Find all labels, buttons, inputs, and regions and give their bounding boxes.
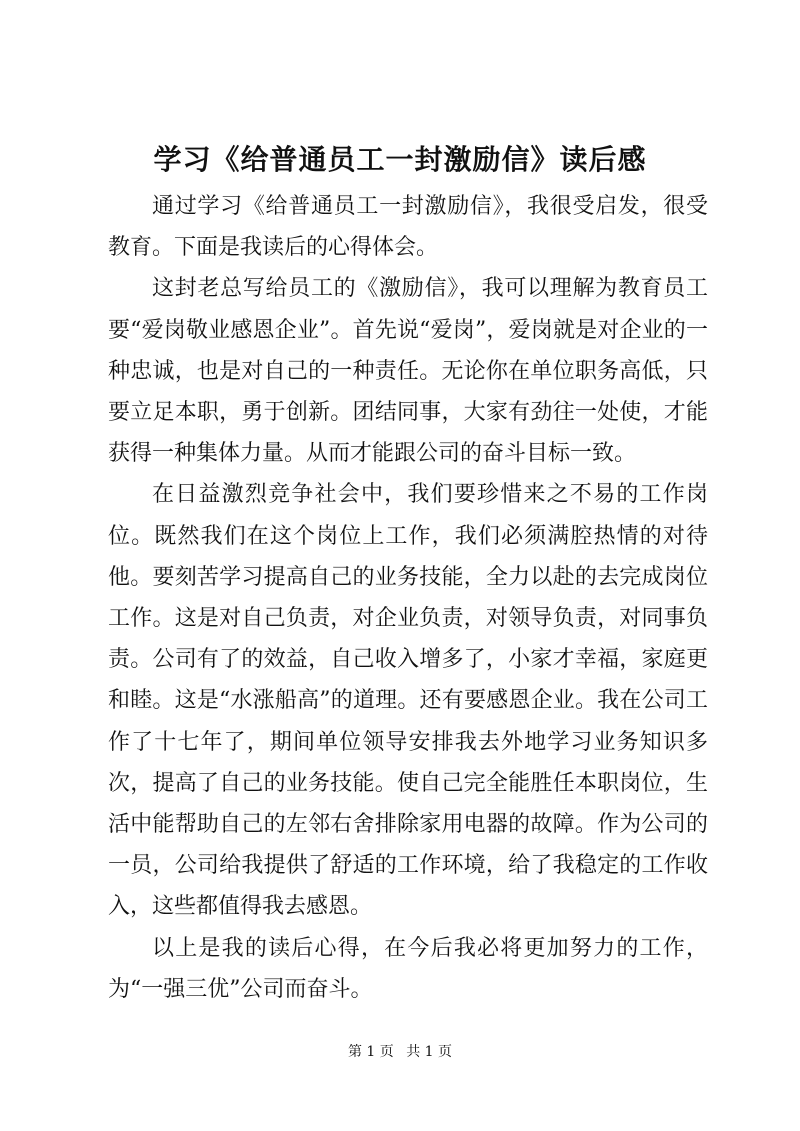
page-count: 共 1 页 xyxy=(406,1044,453,1060)
document-body xyxy=(108,186,708,1010)
paragraph: 这封老总写给员工的《激励信》，我可以理解为教育员工要“爱岗敬业感恩企业”。首先说“爱岗”，爱岗就是对企业的一种忠诚，也是对自己的一种责任。无论你在单位职务高低，只要立足本职，勇于创新。团结同事，大家有劲往一处使，才能获得一种集体力量。从而才能跟公司的奋斗目标一致。 xyxy=(108,276,708,467)
paragraph: 在日益激烈竞争社会中，我们要珍惜来之不易的工作岗位。既然我们在这个岗位上工作，我们必须满腔热情的对待他。要刻苦学习提高自己的业务技能，全力以赴的去完成岗位工作。这是对自己负责，对企业负责，对领导负责，对同事负责。公司有了的效益，自己收入增多了，小家才幸福，家庭更和睦。这是“水涨船高”的道理。还有要感恩企业。我在公司工作了十七年了，期间单位领导安排我去外地学习业务知识多次，提高了自己的业务技能。使自己完全能胜任本职岗位，生活中能帮助自己的左邻右舍排除家用电器的故障。作为公司的一员，公司给我提供了舒适的工作环境，给了我稳定的工作收入，这些都值得我去感恩。 xyxy=(108,482,708,920)
paragraph: 以上是我的读后心得，在今后我必将更加努力的工作，为“一强三优”公司而奋斗。 xyxy=(108,935,708,1002)
paragraph: 通过学习《给普通员工一封激励信》，我很受启发，很受教育。下面是我读后的心得体会。 xyxy=(108,194,708,261)
page-number: 第 1 页 xyxy=(347,1044,394,1060)
document-title: 学习《给普通员工一封激励信》读后感 xyxy=(153,143,647,176)
page-footer xyxy=(0,1042,800,1062)
